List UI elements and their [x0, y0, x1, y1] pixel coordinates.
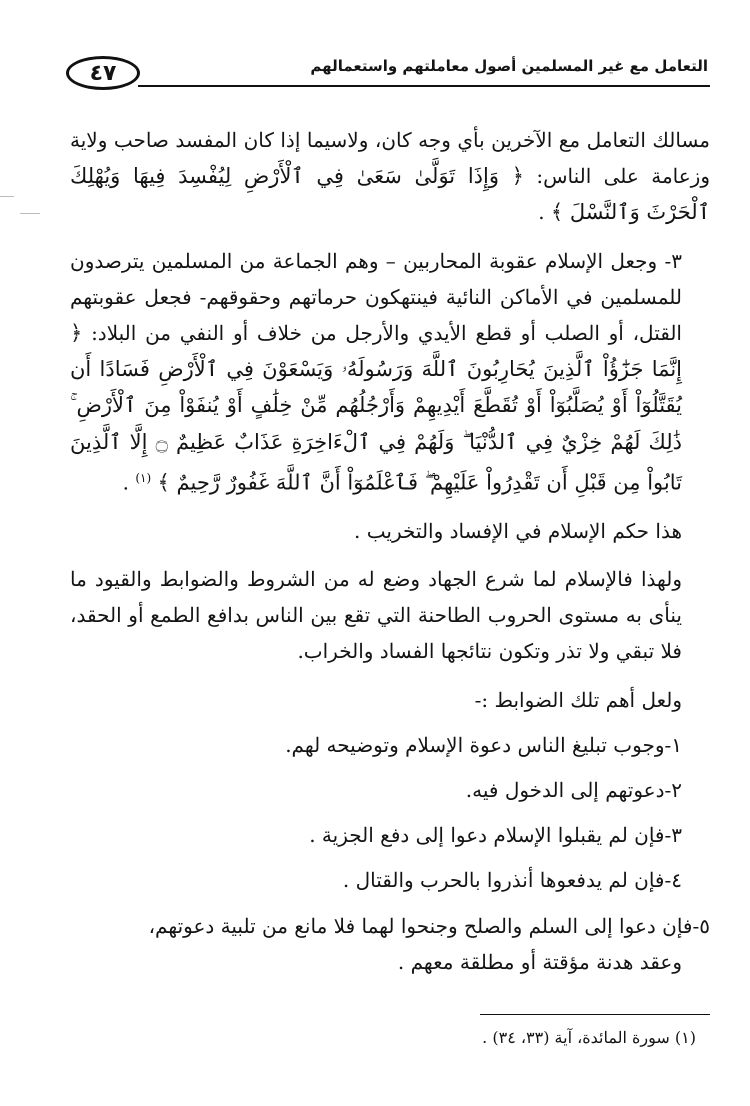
quran-verse: ﴿ إِنَّمَا جَزَٰٓؤُاْ ٱلَّذِينَ يُحَارِبُونَ ٱللَّهَ وَرَسُولَهُۥ وَيَسْعَوْنَ فِي ٱلْأَرْضِ فَسَادًا أَن يُقَتَّلُوٓاْ أَوْ يُصَلَّبُوٓاْ أَوْ تُقَطَّعَ أَيْدِيهِمْ وَأَرْجُلُهُم مِّنْ خِلَٰفٍ أَوْ يُنفَوْاْ مِنَ ٱلْأَرْضِ ۚ ذَٰلِكَ لَهُمْ خِزْيٌ فِي ٱلدُّنْيَا ۖ وَلَهُمْ فِي ٱلْءَاخِرَةِ عَذَابٌ عَظِيمٌ ۝ إِلَّا ٱلَّذِينَ تَابُواْ مِن قَبْلِ أَن تَقْدِرُواْ عَلَيْهِمْ ۖ فَٱعْلَمُوٓاْ أَنَّ ٱللَّهَ غَفُورٌ رَّحِيمٌ ﴾ [70, 321, 683, 495]
paragraph-4: ولهذا فالإسلام لما شرع الجهاد وضع له من الشروط والضوابط والقيود ما ينأى به مستوى الحروب الطاحنة التي تقع بين الناس بدافع الطمع أو الحقد، فلا تبقي ولا تذر وتكون نتائجها الفساد والخراب. [70, 566, 682, 664]
quran-verse: ﴿ وَإِذَا تَوَلَّىٰ سَعَىٰ فِي ٱلْأَرْضِ لِيُفْسِدَ فِيهَا وَيُهْلِكَ ٱلْحَرْثَ وَٱلنَّسْلَ ﴾ [70, 164, 710, 225]
paragraph-3: هذا حكم الإسلام في الإفساد والتخريب . [354, 518, 682, 543]
paragraph-5: ولعل أهم تلك الضوابط :- [474, 687, 682, 712]
header-rule [138, 85, 710, 87]
footnote-reference: (١) [135, 470, 152, 485]
list-item: ١-وجوب تبليغ الناس دعوة الإسلام وتوضيحه لهم. [285, 732, 682, 757]
margin-mark [0, 196, 14, 197]
footnote-rule [480, 1014, 710, 1015]
list-item-continuation: وعقد هدنة مؤقتة أو مطلقة معهم . [397, 949, 682, 974]
paragraph-2: ٣- وجعل الإسلام عقوبة المحاربين – وهم الجماعة من المسلمين يترصدون للمسلمين في الأماكن النائية فينتهكون حرماتهم وحقوقهم- فجعل عقوبتهم القتل، أو الصلب أو قطع الأيدي والأرجل من خلاف أو النفي من البلاد: ﴿ إِنَّمَا جَزَٰٓؤُاْ ٱلَّذِينَ يُحَارِبُونَ ٱللَّهَ وَرَسُولَهُۥ وَيَسْعَوْنَ فِي ٱلْأَرْضِ فَسَادًا أَن يُقَتَّلُوٓاْ أَوْ يُصَلَّبُوٓاْ أَوْ تُقَطَّعَ أَيْدِيهِمْ وَأَرْجُلُهُم مِّنْ خِلَٰفٍ أَوْ يُنفَوْاْ مِنَ ٱلْأَرْضِ ۚ ذَٰلِكَ لَهُمْ خِزْيٌ فِي ٱلدُّنْيَا ۖ وَلَهُمْ فِي ٱلْءَاخِرَةِ عَذَابٌ عَظِيمٌ ۝ إِلَّا ٱلَّذِينَ تَابُواْ مِن قَبْلِ أَن تَقْدِرُواْ عَلَيْهِمْ ۖ فَٱعْلَمُوٓاْ أَنَّ ٱللَّهَ غَفُورٌ رَّحِيمٌ ﴾ $^{(١)}$ . [70, 248, 683, 495]
page-header [58, 54, 710, 98]
body-text [70, 122, 710, 980]
list-item: ٣-فإن لم يقبلوا الإسلام دعوا إلى دفع الجزية . [309, 823, 682, 848]
paragraph-1: مسالك التعامل مع الآخرين بأي وجه كان، ولاسيما إذا كان المفسد صاحب ولاية وزعامة على الناس: ﴿ وَإِذَا تَوَلَّىٰ سَعَىٰ فِي ٱلْأَرْضِ لِيُفْسِدَ فِيهَا وَيُهْلِكَ ٱلْحَرْثَ وَٱلنَّسْلَ ﴾ . [70, 128, 711, 225]
list-item: ٤-فإن لم يدفعوها أنذروا بالحرب والقتال . [342, 868, 682, 893]
running-title: التعامل مع غير المسلمين أصول معاملتهم واستعمالهم [310, 57, 708, 75]
list-item: ٢-دعوتهم إلى الدخول فيه. [465, 777, 682, 802]
list-item: ٥-فإن دعوا إلى السلم والصلح وجنحوا لهما فلا مانع من تلبية دعوتهم، [148, 913, 710, 938]
footnote: (١) سورة المائدة، آية (٣٣، ٣٤) . [482, 1028, 696, 1047]
margin-mark [20, 213, 40, 214]
page-number-badge: ٤٧ [66, 56, 140, 90]
